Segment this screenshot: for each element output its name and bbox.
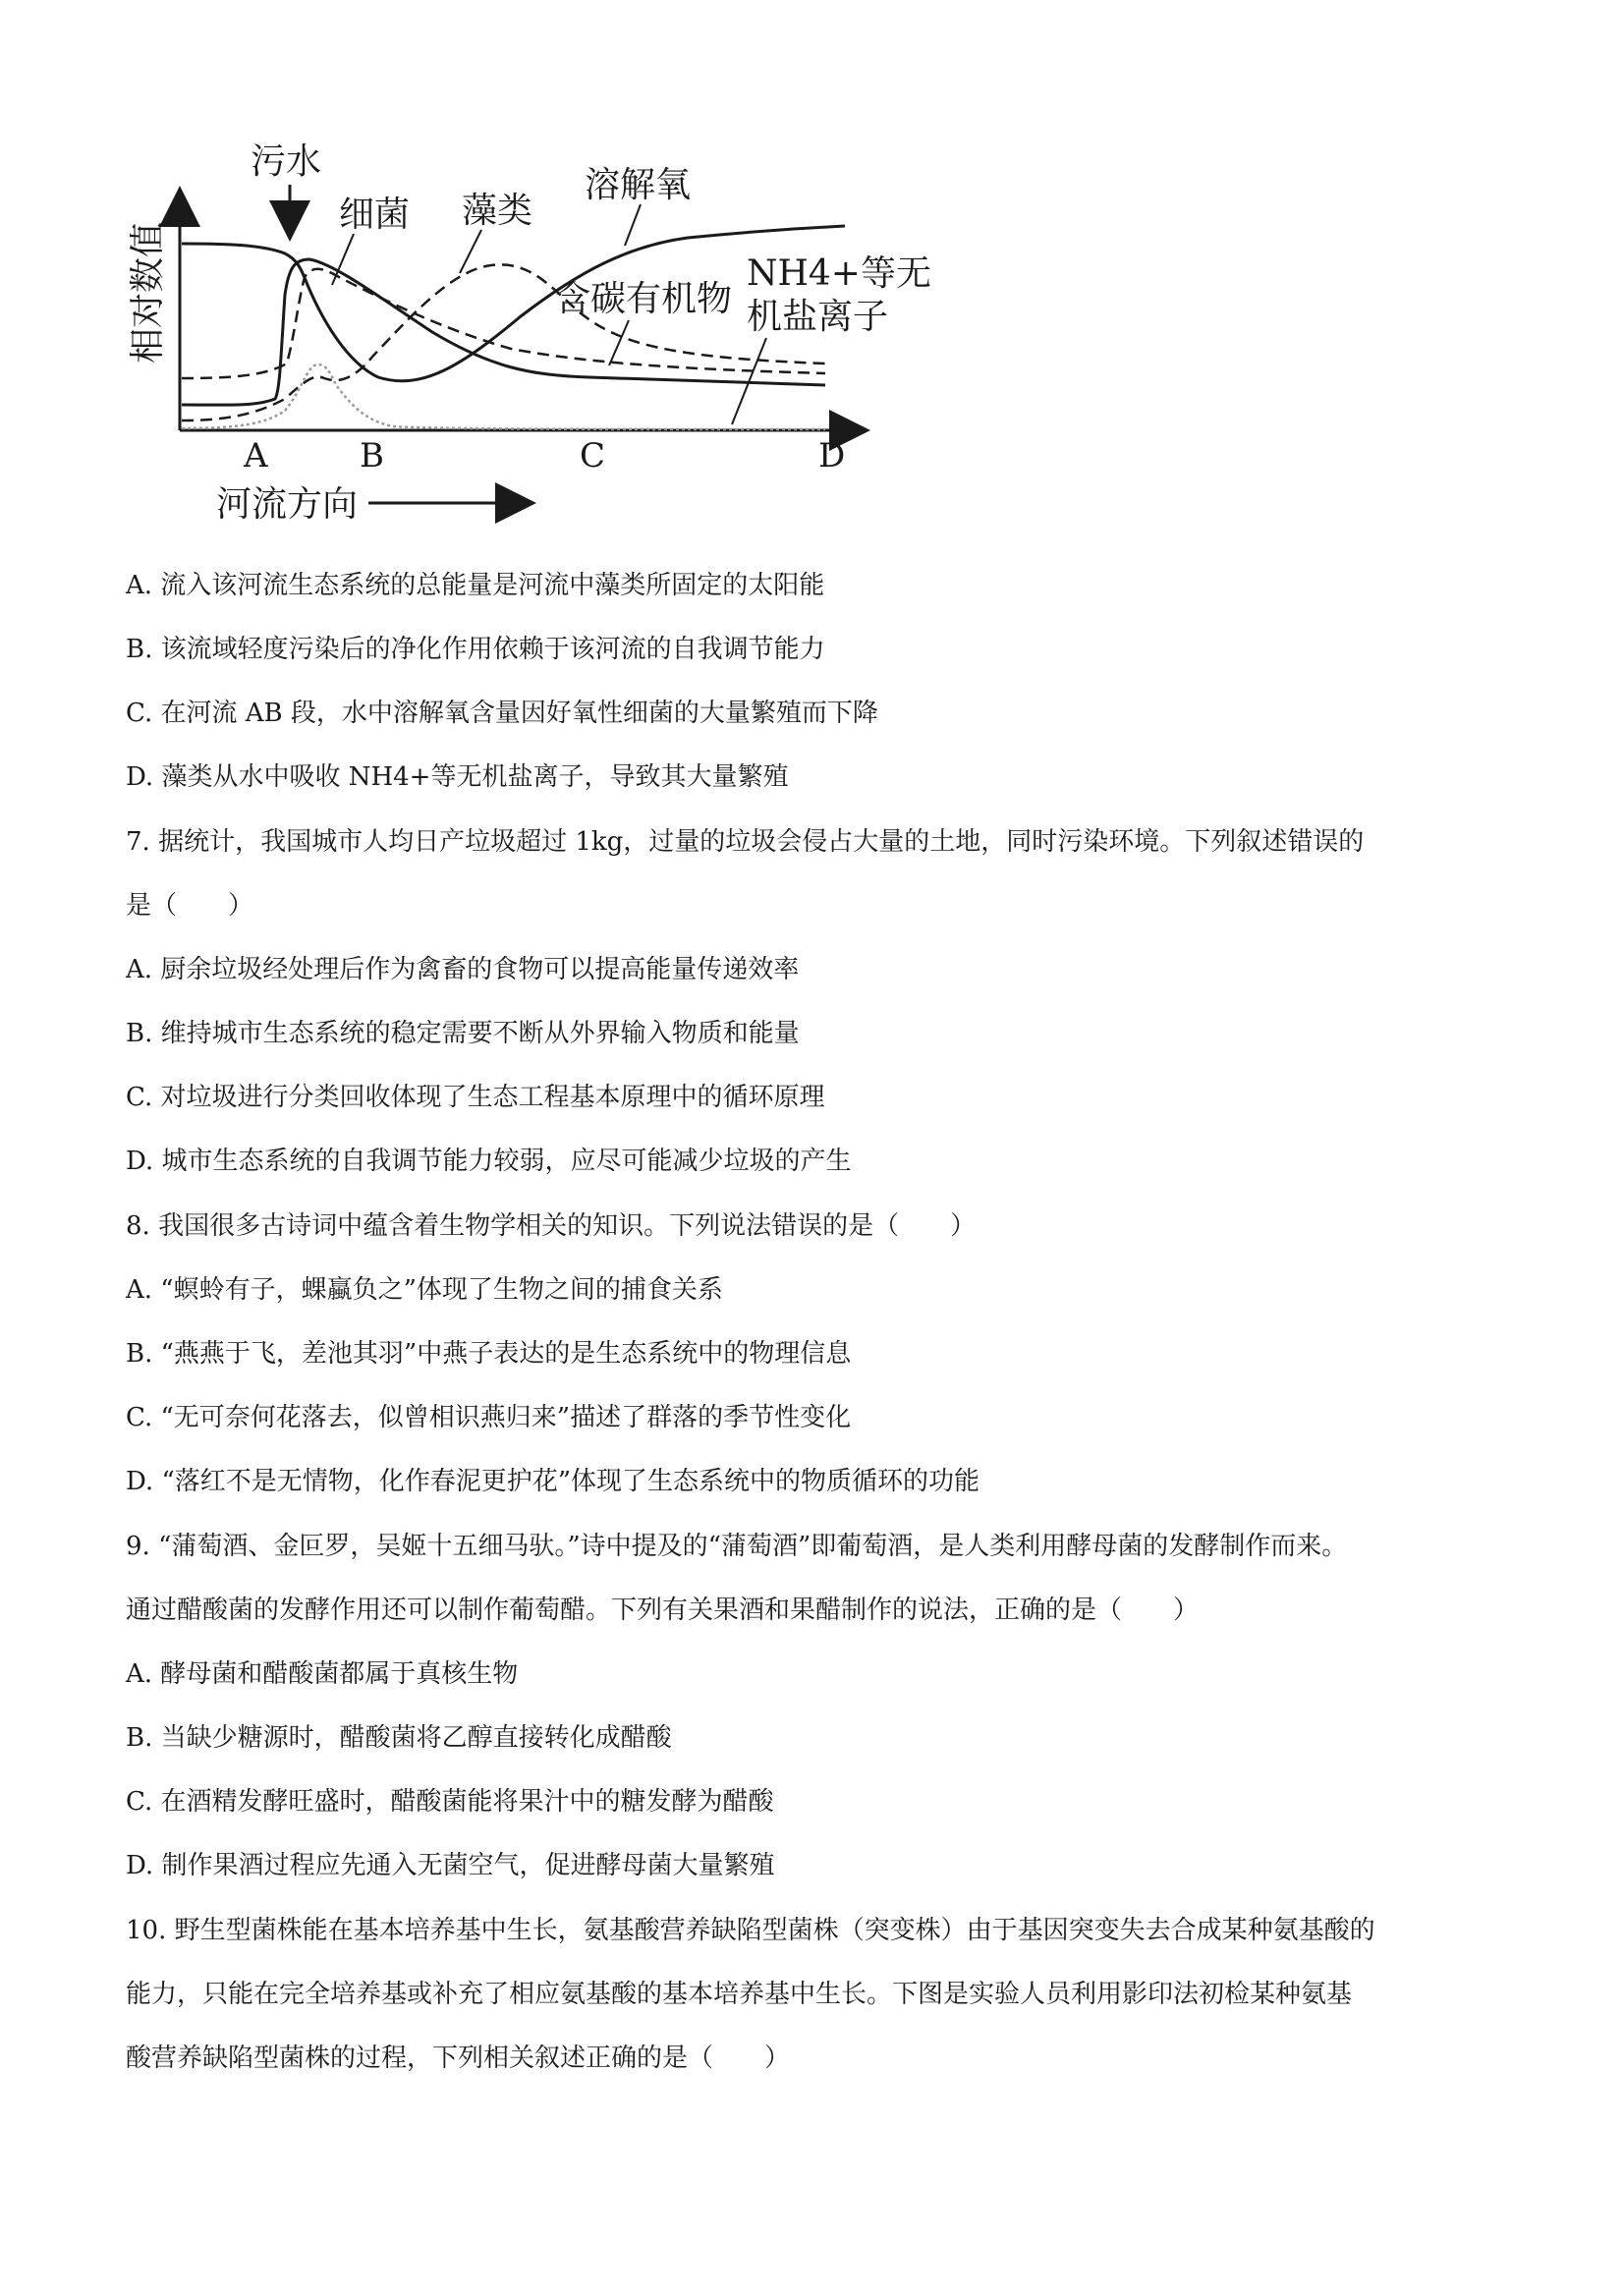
algae-leader bbox=[460, 230, 481, 273]
q7-stem-line-1: 7. 据统计，我国城市人均日产垃圾超过 1kg，过量的垃圾会侵占大量的土地，同时污染环境。下列叙述错误的 bbox=[126, 827, 1365, 857]
q7-option-a: A. 厨余垃圾经处理后作为禽畜的食物可以提高能量传递效率 bbox=[126, 955, 800, 984]
q9-stem-line-2: 通过醋酸菌的发酵作用还可以制作葡萄醋。下列有关果酒和果醋制作的说法，正确的是（ ） bbox=[126, 1596, 1200, 1625]
q10-stem-line-2: 能力，只能在完全培养基或补充了相应氨基酸的基本培养基中生长。下图是实验人员利用影印法初检某种氨基 bbox=[126, 1980, 1353, 2009]
q7-option-c: C. 对垃圾进行分类回收体现了生态工程基本原理中的循环原理 bbox=[126, 1083, 825, 1112]
river-pollution-figure bbox=[0, 0, 1623, 550]
dissolved-oxygen-label: 溶解氧 bbox=[585, 165, 692, 205]
q8-option-a: A. “螟蛉有子，蜾蠃负之”体现了生物之间的捕食关系 bbox=[126, 1275, 723, 1305]
carbon-leader bbox=[609, 320, 629, 365]
q8-stem: 8. 我国很多古诗词中蕴含着生物学相关的知识。下列说法错误的是（ ） bbox=[126, 1211, 977, 1241]
inorganic-ions-label-1: NH4+等无 bbox=[747, 253, 931, 294]
pollution-label: 污水 bbox=[251, 141, 322, 182]
q7-option-b: B. 维持城市生态系统的稳定需要不断从外界输入物质和能量 bbox=[126, 1019, 800, 1048]
q6-option-d: D. 藻类从水中吸收 NH4+等无机盐离子，导致其大量繁殖 bbox=[126, 762, 789, 792]
q9-option-d: D. 制作果酒过程应先通入无菌空气，促进酵母菌大量繁殖 bbox=[126, 1851, 775, 1880]
q9-option-a: A. 酵母菌和醋酸菌都属于真核生物 bbox=[126, 1659, 519, 1689]
q6-option-b: B. 该流域轻度污染后的净化作用依赖于该河流的自我调节能力 bbox=[126, 635, 825, 664]
tick-a: A bbox=[244, 436, 268, 476]
oxygen-leader bbox=[625, 204, 641, 246]
tick-b: B bbox=[360, 436, 384, 476]
q9-option-c: C. 在酒精发酵旺盛时，醋酸菌能将果汁中的糖发酵为醋酸 bbox=[126, 1787, 774, 1817]
q9-option-b: B. 当缺少糖源时，醋酸菌将乙醇直接转化成醋酸 bbox=[126, 1723, 672, 1753]
q7-option-d: D. 城市生态系统的自我调节能力较弱，应尽可能减少垃圾的产生 bbox=[126, 1147, 852, 1176]
figure-svg bbox=[0, 0, 1623, 550]
q8-option-d: D. “落红不是无情物，化作春泥更护花”体现了生态系统中的物质循环的功能 bbox=[126, 1467, 980, 1496]
q6-option-c: C. 在河流 AB 段，水中溶解氧含量因好氧性细菌的大量繁殖而下降 bbox=[126, 699, 878, 728]
x-axis-label: 河流方向 bbox=[216, 484, 359, 525]
algae-label: 藻类 bbox=[462, 191, 533, 231]
tick-d: D bbox=[818, 436, 846, 476]
q8-option-b: B. “燕燕于飞，差池其羽”中燕子表达的是生态系统中的物理信息 bbox=[126, 1339, 852, 1369]
y-axis-label: 相对数值 bbox=[128, 221, 168, 364]
carbon-organic-label: 含碳有机物 bbox=[555, 279, 733, 319]
q7-stem-line-2: 是（ ） bbox=[126, 891, 254, 921]
q10-stem-line-1: 10. 野生型菌株能在基本培养基中生长，氨基酸营养缺陷型菌株（突变株）由于基因突变失去合成某种氨基酸的 bbox=[126, 1916, 1375, 1945]
q6-option-a: A. 流入该河流生态系统的总能量是河流中藻类所固定的太阳能 bbox=[126, 571, 825, 600]
q9-stem-line-1: 9. “蒲萄酒、金叵罗，吴姬十五细马驮。”诗中提及的“蒲萄酒”即葡萄酒，是人类利用酵母菌的发酵制作而来。 bbox=[126, 1532, 1348, 1561]
inorganic-ions-label-2: 机盐离子 bbox=[747, 297, 889, 337]
q10-stem-line-3: 酸营养缺陷型菌株的过程，下列相关叙述正确的是（ ） bbox=[126, 2044, 791, 2073]
q8-option-c: C. “无可奈何花落去，似曾相识燕归来”描述了群落的季节性变化 bbox=[126, 1403, 852, 1432]
tick-c: C bbox=[580, 436, 606, 476]
bacteria-label: 细菌 bbox=[339, 195, 411, 235]
